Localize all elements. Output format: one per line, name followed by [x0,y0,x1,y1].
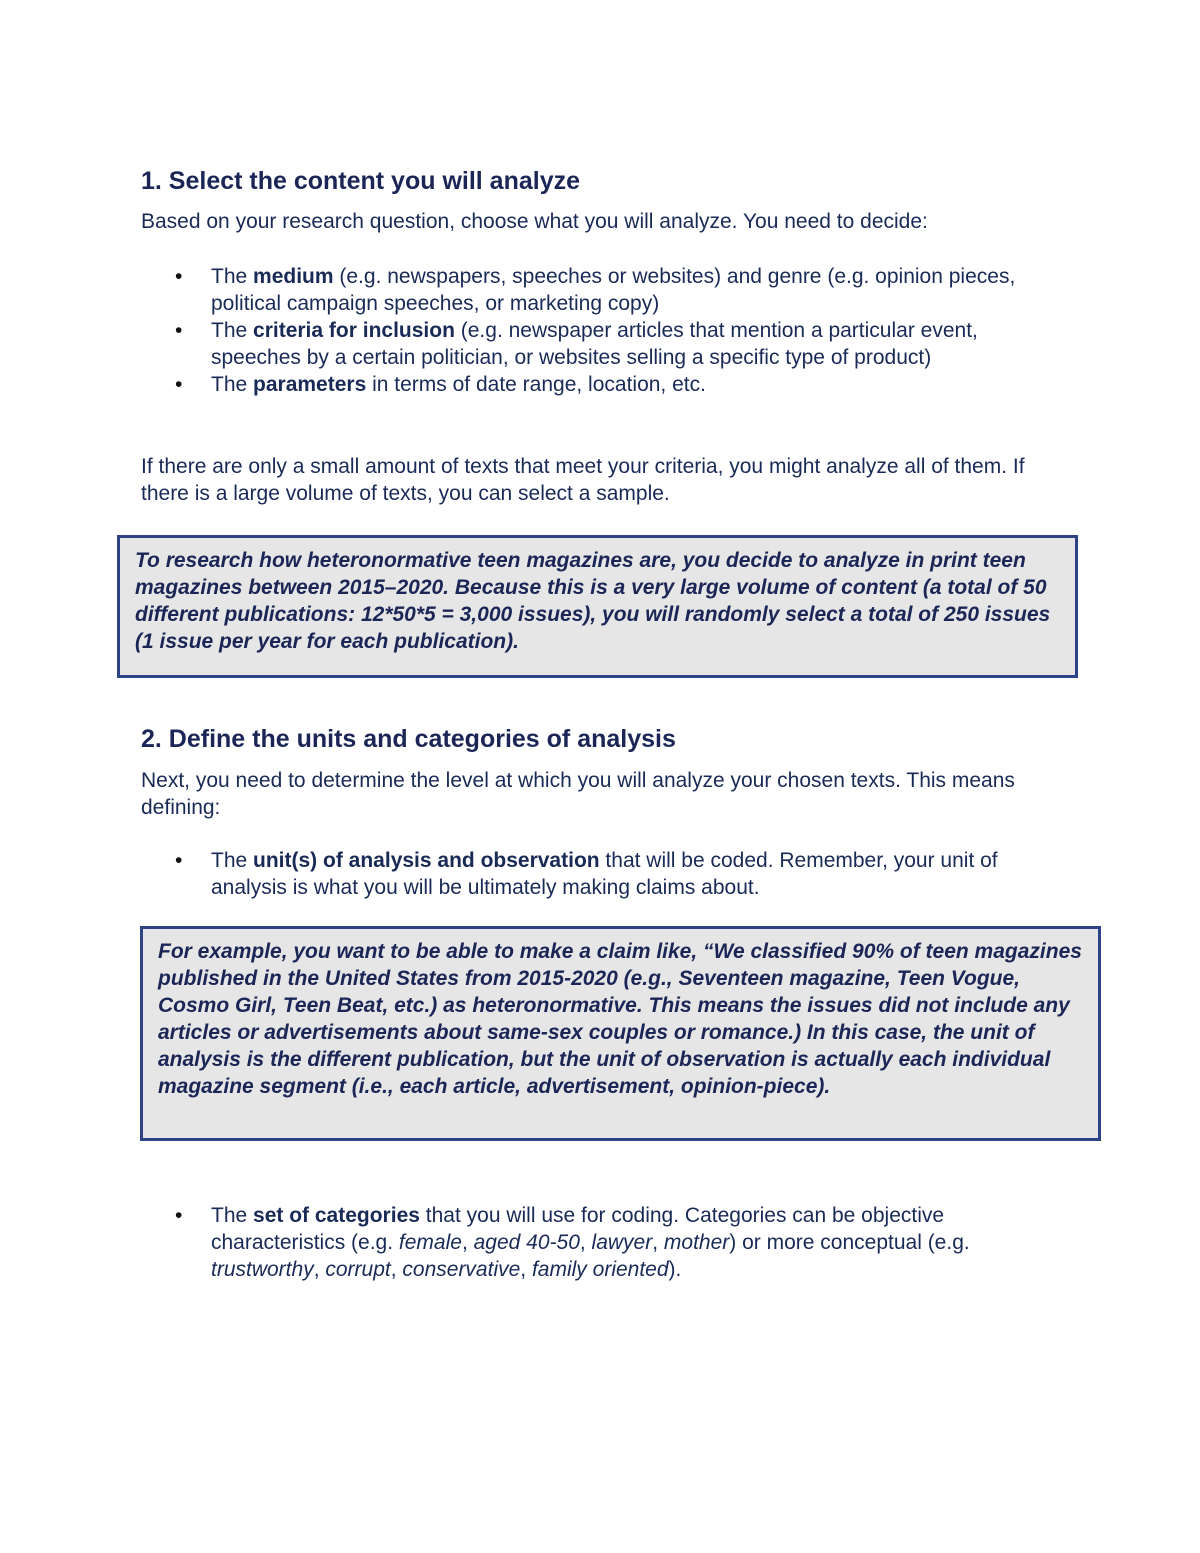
section-2-intro: Next, you need to determine the level at which you will analyze your chosen texts. This means defining: [141,769,1015,819]
bullet-medium [141,263,1051,317]
bullet-categories [141,1202,1041,1283]
example-box-sampling [117,535,1078,678]
bullet-dot-icon: • [175,319,183,342]
bullet-term: parameters [253,373,367,396]
bullet-dot-icon: • [175,373,183,396]
example-box-text: For example, you want to be able to make a claim like, “We classified 90% of teen magazines published in the United States from 2015-2020 (e.g., Seventeen magazine, Teen Vogue, Cosmo Girl, Teen Beat, etc.) as heteronormative. This means the issues did not include any articles or advertisements about same-sex couples or romance.) In this case, the unit of analysis is the different publication, but the unit of observation is actually each individual magazine segment (i.e., each article, advertisement, opinion-piece). [158,940,1082,1098]
bullet-text: that will be coded. Remember, your unit of analysis is what you will be ultimately making claims about. [211,849,998,899]
bullet-prefix: The [211,1204,254,1227]
bullet-text: ) or more conceptual (e.g. [729,1231,970,1254]
bullet-text: that you will use for coding. Categories can be objective characteristics (e.g. [211,1204,945,1254]
example-term: lawyer [591,1231,653,1254]
separator: , [390,1258,403,1281]
bullet-text: ). [668,1258,682,1281]
example-term: trustworthy [211,1258,314,1281]
separator: , [461,1231,474,1254]
bullet-parameters [141,371,1051,398]
bullet-dot-icon: • [175,265,183,288]
example-term: corrupt [325,1258,391,1281]
example-term: family oriented [531,1258,669,1281]
bullet-criteria [141,317,1051,371]
bullet-text: (e.g. newspaper articles that mention a particular event, speeches by a certain politician, or websites selling a specific type of product) [211,319,978,369]
bullet-term: criteria for inclusion [253,319,455,342]
section-2-heading: 2. Define the units and categories of analysis [141,725,676,753]
bullet-prefix: The [211,265,254,288]
bullet-prefix: The [211,849,254,872]
example-box-text: To research how heteronormative teen magazines are, you decide to analyze in print teen magazines between 2015–2020. Because this is a very large volume of content (a total of 50 different publications: 12*50*5 = 3,000 issues), you will randomly select a total of 250 issues (1 issue per year for each publication). [135,549,1051,653]
separator: , [652,1231,664,1254]
bullet-term: set of categories [253,1204,420,1227]
example-term: conservative [402,1258,521,1281]
example-term: aged 40-50 [473,1231,580,1254]
example-term: female [398,1231,462,1254]
bullet-term: medium [253,265,334,288]
separator: , [313,1258,326,1281]
separator: , [520,1258,532,1281]
bullet-dot-icon: • [175,849,183,872]
section-2-bullet-list-units [141,847,1021,901]
section-2-bullet-list-categories [141,1202,1041,1283]
section-1-bullet-list [141,263,1051,398]
section-1-closing: If there are only a small amount of texts that meet your criteria, you might analyze all of them. If there is a large volume of texts, you can select a sample. [141,455,1025,505]
bullet-prefix: The [211,319,254,342]
section-1-intro: Based on your research question, choose what you will analyze. You need to decide: [141,210,928,233]
separator: , [579,1231,592,1254]
bullet-term: unit(s) of analysis and observation [253,849,600,872]
bullet-units [141,847,1021,901]
bullet-prefix: The [211,373,254,396]
bullet-dot-icon: • [175,1204,183,1227]
bullet-text: (e.g. newspapers, speeches or websites) and genre (e.g. opinion pieces, political campaign speeches, or marketing copy) [211,265,1016,315]
bullet-text: in terms of date range, location, etc. [366,373,706,396]
example-term: mother [663,1231,730,1254]
section-1-heading: 1. Select the content you will analyze [141,167,581,195]
example-box-units [140,926,1101,1141]
